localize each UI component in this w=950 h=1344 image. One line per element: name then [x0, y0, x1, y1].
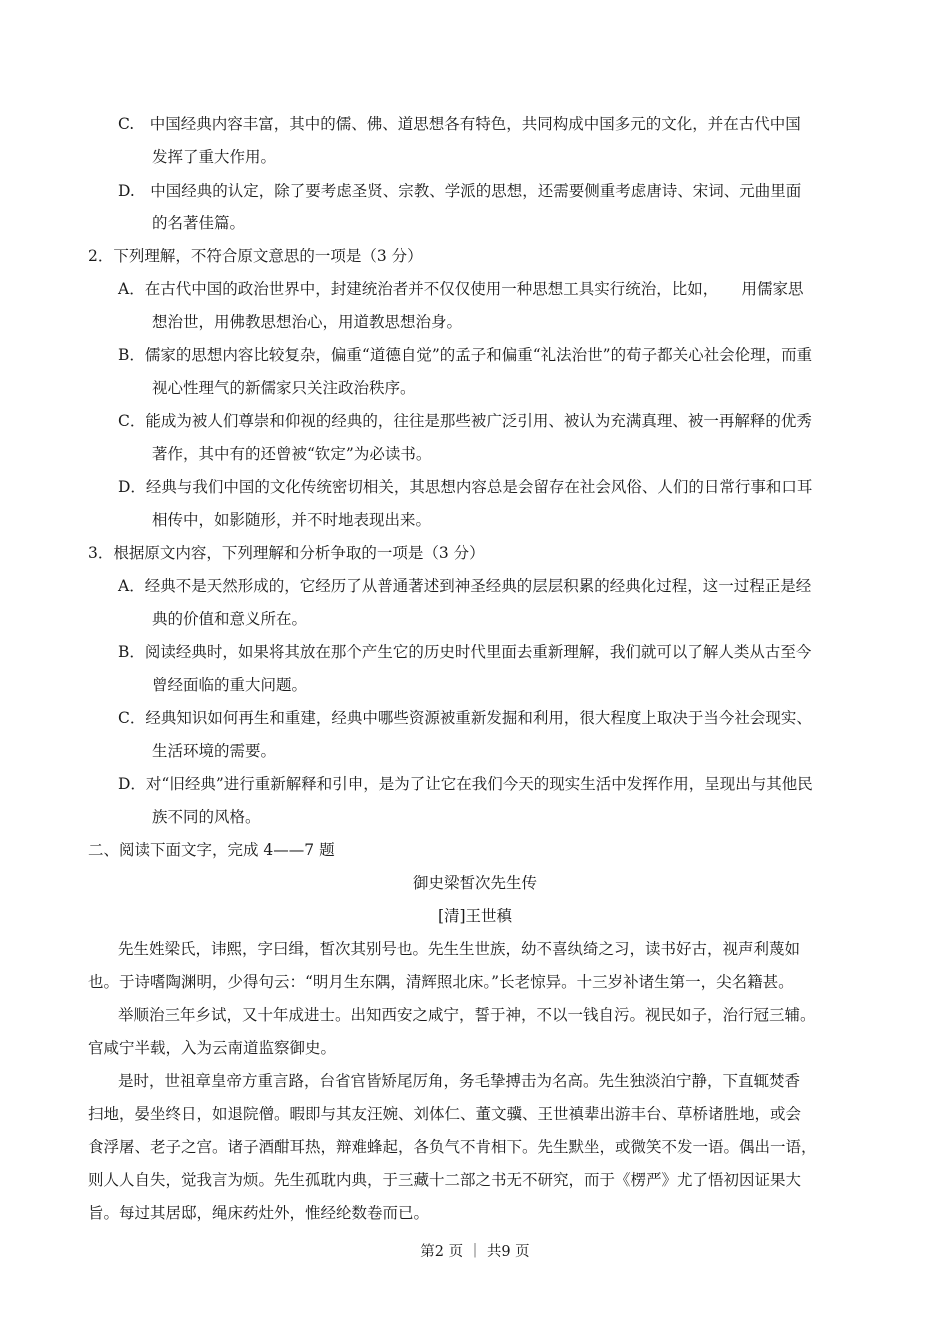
q3-option-d-line1: D．对“旧经典”进行重新解释和引申，是为了让它在我们今天的现实生活中发挥作用，呈现出与其他民: [118, 775, 813, 793]
q2-option-d-line2: 相传中，如影随形，并不时地表现出来。: [152, 511, 432, 529]
q3-option-c-line2: 生活环境的需要。: [152, 742, 277, 760]
section-heading: 二、阅读下面文字，完成 4——7 题: [88, 841, 335, 859]
q3-option-c-line1: C．经典知识如何再生和重建，经典中哪些资源被重新发掘和利用，很大程度上取决于当今社会现实、: [118, 709, 812, 727]
q2-option-d-line1: D．经典与我们中国的文化传统密切相关，其思想内容总是会留存在社会风俗、人们的日常行事和口耳: [118, 478, 813, 496]
q3-option-a-line1: A．经典不是天然形成的，它经历了从普通著述到神圣经典的层层积累的经典化过程，这一过程正是经: [118, 577, 812, 595]
q1-option-d-line1: D. 中国经典的认定，除了要考虑圣贤、宗教、学派的思想，还需要侧重考虑唐诗、宋词、元曲里面: [118, 182, 802, 200]
passage-paragraph-3-line3: 食浮屠、老子之宫。诸子酒酣耳热，辩难蜂起，各负气不肯相下。先生默坐，或微笑不发一语。偶出一语，: [88, 1138, 817, 1156]
passage-paragraph-2-line2: 官咸宁半载，入为云南道监察御史。: [88, 1039, 337, 1057]
page-footer: 第2 页 ｜ 共9 页: [420, 1244, 530, 1260]
q3-option-b-line2: 曾经面临的重大问题。: [152, 676, 308, 694]
passage-author: [清]王世稹: [437, 907, 513, 925]
q2-option-c-line2: 著作，其中有的还曾被“钦定”为必读书。: [152, 445, 432, 463]
q2-option-b-line2: 视心性理气的新儒家只关注政治秩序。: [152, 379, 416, 397]
passage-paragraph-3-line2: 扫地，晏坐终日，如退院僧。暇即与其友汪婉、刘体仁、董文骥、王世禛辈出游丰台、草桥诸胜地，或会: [88, 1105, 802, 1123]
q3-option-b-line1: B．阅读经典时，如果将其放在那个产生它的历史时代里面去重新理解，我们就可以了解人类从古至今: [118, 643, 812, 661]
q2-stem: 2．下列理解，不符合原文意思的一项是（3 分）: [88, 247, 423, 265]
q2-option-a-line2: 想治世，用佛教思想治心，用道教思想治身。: [152, 313, 463, 331]
passage-paragraph-2-line1: 举顺治三年乡试，又十年成进士。出知西安之咸宁，誓于神，不以一钱自污。视民如子，治行冠三辅。: [118, 1006, 816, 1024]
passage-paragraph-1-line2: 也。于诗嗜陶渊明，少得句云：“明月生东隅，清辉照北床。”长老惊异。十三岁补诸生第一，尖名籍甚。: [88, 973, 794, 991]
passage-paragraph-3-line4: 则人人自失，觉我言为烦。先生孤耽内典，于三藏十二部之书无不研究，而于《楞严》尤了悟初因证果大: [88, 1171, 802, 1189]
q1-option-c-line2: 发挥了重大作用。: [152, 148, 277, 166]
q3-stem: 3．根据原文内容，下列理解和分析争取的一项是（3 分）: [88, 544, 485, 562]
q2-option-c-line1: C．能成为被人们尊崇和仰视的经典的，往往是那些被广泛引用、被认为充满真理、被一再解释的优秀: [118, 412, 812, 430]
q2-option-b-line1: B．儒家的思想内容比较复杂，偏重“道德自觉”的孟子和偏重“礼法治世”的荀子都关心社会伦理，而重: [118, 346, 813, 364]
q3-option-a-line2: 典的价值和意义所在。: [152, 610, 308, 628]
q3-option-d-line2: 族不同的风格。: [152, 808, 261, 826]
q1-option-c-line1: C. 中国经典内容丰富，其中的儒、佛、道思想各有特色，共同构成中国多元的文化，并在古代中国: [118, 115, 801, 133]
q2-option-a-line1: A．在古代中国的政治世界中，封建统治者并不仅仅使用一种思想工具实行统治，比如， 用儒家思: [118, 280, 804, 298]
passage-title: 御史梁皙次先生传: [412, 874, 537, 892]
passage-paragraph-1-line1: 先生姓梁氏，讳熙，字曰缉，皙次其别号也。先生生世族，幼不喜纨绮之习，读书好古，视声利蔑如: [118, 940, 801, 958]
q1-option-d-line2: 的名著佳篇。: [152, 214, 246, 232]
passage-paragraph-3-line1: 是时，世祖章皇帝方重言路，台省官皆矫尾厉角，务毛挚搏击为名高。先生独淡泊宁静，下直辄焚香: [118, 1072, 801, 1090]
passage-paragraph-3-line5: 旨。每过其居邸，绳床药灶外，惟经纶数卷而已。: [88, 1204, 430, 1222]
